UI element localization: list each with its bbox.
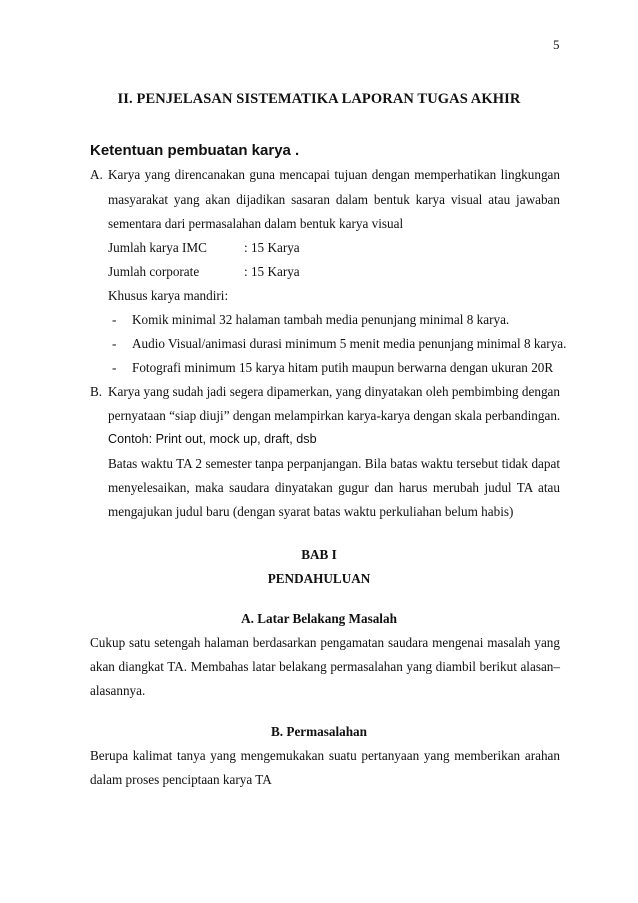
quota-value-imc: : 15 Karya bbox=[244, 240, 300, 255]
quota-value-corporate: : 15 Karya bbox=[244, 264, 300, 279]
item-b-line: menyelesaikan, maka saudara dinyatakan gugur dan harus merubah judul TA atau bbox=[108, 480, 560, 495]
item-b-line: Batas waktu TA 2 semester tanpa perpanjangan. Bila batas waktu tersebut tidak dapat bbox=[108, 456, 560, 471]
main-title: II. PENJELASAN SISTEMATIKA LAPORAN TUGAS AKHIR bbox=[117, 91, 521, 107]
paragraph-line: Cukup satu setengah halaman berdasarkan pengamatan saudara mengenai masalah yang bbox=[90, 635, 560, 650]
subsection-title: A. Latar Belakang Masalah bbox=[241, 611, 397, 626]
item-b-line: pernyataan “siap diuji” dengan melampirkan karya-karya dengan skala perbandingan. bbox=[108, 408, 561, 423]
item-b-line: Contoh: Print out, mock up, draft, dsb bbox=[108, 432, 317, 446]
section-title: Ketentuan pembuatan karya . bbox=[90, 142, 300, 159]
chapter-title: PENDAHULUAN bbox=[267, 571, 371, 586]
paragraph-line: akan diangkat TA. Membahas latar belakang permasalahan yang diambil berikut alasan– bbox=[90, 659, 560, 674]
bullet-text: Audio Visual/animasi durasi minimum 5 menit media penunjang minimal 8 karya. bbox=[132, 336, 567, 351]
paragraph-line: dalam proses penciptaan karya TA bbox=[90, 772, 272, 787]
page-number: 5 bbox=[553, 37, 560, 52]
special-heading: Khusus karya mandiri: bbox=[108, 288, 229, 303]
quota-label-imc: Jumlah karya IMC bbox=[108, 240, 207, 255]
bullet-dash: - bbox=[112, 336, 117, 351]
bullet-dash: - bbox=[112, 360, 117, 375]
paragraph-line: Berupa kalimat tanya yang mengemukakan suatu pertanyaan yang memberikan arahan bbox=[90, 748, 560, 763]
bullet-dash: - bbox=[112, 312, 117, 327]
bullet-text: Komik minimal 32 halaman tambah media penunjang minimal 8 karya. bbox=[132, 312, 510, 327]
item-b-marker: B. bbox=[90, 384, 103, 399]
item-a-marker: A. bbox=[90, 167, 103, 182]
subsection-title: B. Permasalahan bbox=[271, 724, 367, 739]
chapter-label: BAB I bbox=[301, 547, 337, 562]
item-a-line: masyarakat yang akan dijadikan sasaran dalam bentuk karya visual atau jawaban bbox=[108, 192, 560, 207]
item-b-line: mengajukan judul baru (dengan syarat batas waktu perkuliahan belum habis) bbox=[108, 504, 514, 519]
item-a-line: Karya yang direncanakan guna mencapai tujuan dengan memperhatikan lingkungan bbox=[108, 167, 560, 182]
item-b-line: Karya yang sudah jadi segera dipamerkan, yang dinyatakan oleh pembimbing dengan bbox=[108, 384, 560, 399]
item-a-line: sementara dari permasalahan dalam bentuk karya visual bbox=[108, 216, 404, 231]
quota-label-corporate: Jumlah corporate bbox=[108, 264, 200, 279]
paragraph-line: alasannya. bbox=[90, 683, 146, 698]
bullet-text: Fotografi minimum 15 karya hitam putih maupun berwarna dengan ukuran 20R bbox=[132, 360, 554, 375]
